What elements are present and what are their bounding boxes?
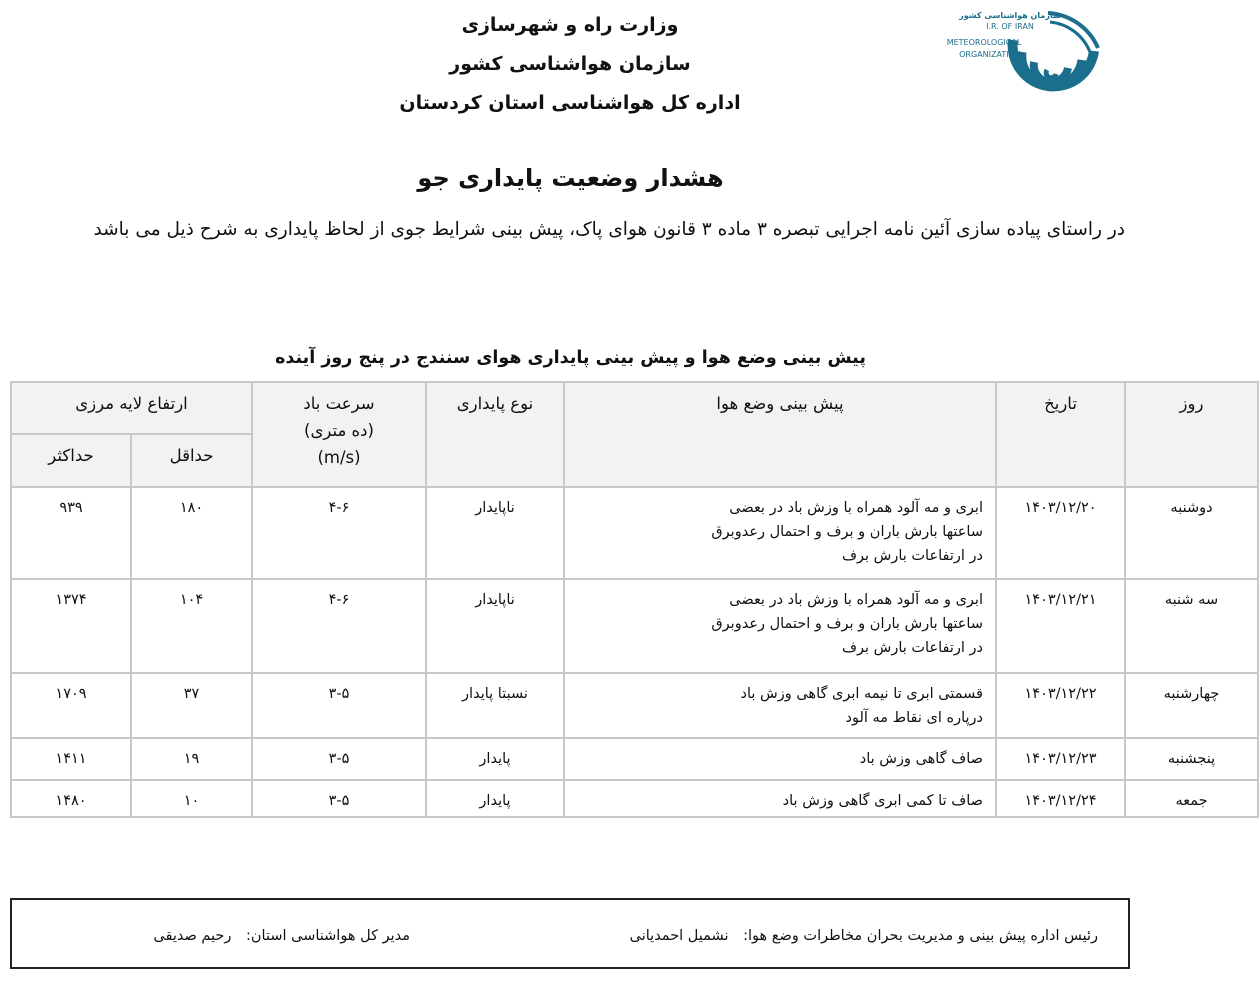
forecast-table <box>10 381 1259 818</box>
header-boundary-layer-height: ارتفاع لایه مرزی <box>11 382 252 434</box>
cell-wind: ۴-۶ <box>252 579 426 673</box>
cell-max: ۱۴۱۱ <box>11 738 131 780</box>
meteorological-organization-logo <box>938 8 1106 128</box>
cell-stability: پایدار <box>426 738 564 780</box>
forecast-line: ابری و مه آلود همراه با وزش باد در بعضی <box>729 592 983 608</box>
header-day: روز <box>1125 382 1258 487</box>
header-date: تاریخ <box>996 382 1125 487</box>
cell-forecast <box>564 487 996 579</box>
logo-line-2: METEOROLOGICAL <box>946 38 1022 47</box>
cell-wind: ۳-۵ <box>252 738 426 780</box>
cell-day: سه شنبه <box>1125 579 1258 673</box>
forecast-head-signature <box>630 925 1098 947</box>
logo-line-3: ORGANIZATION <box>959 50 1021 59</box>
cell-day: چهارشنبه <box>1125 673 1258 738</box>
director-name: رحیم صدیقی <box>153 928 232 944</box>
forecast-line: درپاره ای نقاط مه آلود <box>845 710 983 726</box>
letterhead <box>300 6 840 123</box>
table-row <box>11 487 1258 579</box>
cell-date: ۱۴۰۳/۱۲/۲۲ <box>996 673 1125 738</box>
forecast-line: صاف گاهی وزش باد <box>859 751 983 767</box>
table-row <box>11 579 1258 673</box>
cell-day: دوشنبه <box>1125 487 1258 579</box>
cell-forecast <box>564 738 996 780</box>
table-title: پیش بینی وضع هوا و پیش بینی پایداری هوای سنندج در پنج روز آینده <box>275 348 866 368</box>
director-role: مدیر کل هواشناسی استان: <box>246 928 410 944</box>
cell-stability: ناپایدار <box>426 487 564 579</box>
office-name: اداره کل هواشناسی استان کردستان <box>399 92 741 114</box>
cell-min: ۳۷ <box>131 673 252 738</box>
signature-box <box>10 898 1130 969</box>
header-wind-label: سرعت باد <box>303 394 375 413</box>
header-min: حداقل <box>131 434 252 487</box>
director-signature <box>153 925 410 947</box>
cell-stability: ناپایدار <box>426 579 564 673</box>
logo-persian-text: سازمان هواشناسی کشور <box>959 11 1061 20</box>
cell-max: ۱۴۸۰ <box>11 780 131 817</box>
forecast-line: قسمتی ابری تا نیمه ابری گاهی وزش باد <box>740 686 983 702</box>
ministry-name: وزارت راه و شهرسازی <box>461 14 679 36</box>
forecast-line: ساعتها بارش باران و برف و احتمال رعدوبرق <box>711 524 983 540</box>
header-stability-type: نوع پایداری <box>426 382 564 487</box>
cell-min: ۱۰۴ <box>131 579 252 673</box>
cell-day: جمعه <box>1125 780 1258 817</box>
cell-forecast <box>564 579 996 673</box>
cell-day: پنجشنبه <box>1125 738 1258 780</box>
cell-stability: نسبتا پایدار <box>426 673 564 738</box>
forecast-line: صاف تا کمی ابری گاهی وزش باد <box>782 793 983 809</box>
cell-forecast <box>564 780 996 817</box>
table-row <box>11 780 1258 817</box>
cell-min: ۱۰ <box>131 780 252 817</box>
forecast-line: ابری و مه آلود همراه با وزش باد در بعضی <box>729 500 983 516</box>
cell-max: ۱۷۰۹ <box>11 673 131 738</box>
cell-date: ۱۴۰۳/۱۲/۲۱ <box>996 579 1125 673</box>
cell-wind: ۳-۵ <box>252 780 426 817</box>
cell-wind: ۳-۵ <box>252 673 426 738</box>
forecast-line: ساعتها بارش باران و برف و احتمال رعدوبرق <box>711 616 983 632</box>
cell-date: ۱۴۰۳/۱۲/۲۴ <box>996 780 1125 817</box>
forecast-head-role: رئیس اداره پیش بینی و مدیریت بحران مخاطرات وضع هوا: <box>743 928 1098 944</box>
cell-max: ۹۳۹ <box>11 487 131 579</box>
organization-name: سازمان هواشناسی کشور <box>449 53 691 75</box>
cell-date: ۱۴۰۳/۱۲/۲۳ <box>996 738 1125 780</box>
forecast-line: در ارتفاعات بارش برف <box>841 640 983 656</box>
header-forecast: پیش بینی وضع هوا <box>564 382 996 487</box>
intro-paragraph: در راستای پیاده سازی آئین نامه اجرایی تبصره ۳ ماده ۳ قانون هوای پاک، پیش بینی شرایط جوی از لحاظ پایداری به شرح ذیل می باشد <box>93 219 1125 240</box>
cell-max: ۱۳۷۴ <box>11 579 131 673</box>
logo-line-1: I.R. OF IRAN <box>986 22 1034 31</box>
header-max: حداکثر <box>11 434 131 487</box>
cell-stability: پایدار <box>426 780 564 817</box>
forecast-head-name: نشمیل احمدیانی <box>629 928 729 944</box>
cell-date: ۱۴۰۳/۱۲/۲۰ <box>996 487 1125 579</box>
table-row <box>11 673 1258 738</box>
header-wind-unit: (m/s) <box>317 448 361 467</box>
table-row <box>11 738 1258 780</box>
header-wind-speed <box>252 382 426 487</box>
document-title: هشدار وضعیت پایداری جو <box>417 164 724 192</box>
header-wind-unit-height: (ده متری) <box>304 421 374 440</box>
forecast-line: در ارتفاعات بارش برف <box>841 548 983 564</box>
cell-wind: ۴-۶ <box>252 487 426 579</box>
cell-forecast <box>564 673 996 738</box>
cell-min: ۱۸۰ <box>131 487 252 579</box>
cell-min: ۱۹ <box>131 738 252 780</box>
